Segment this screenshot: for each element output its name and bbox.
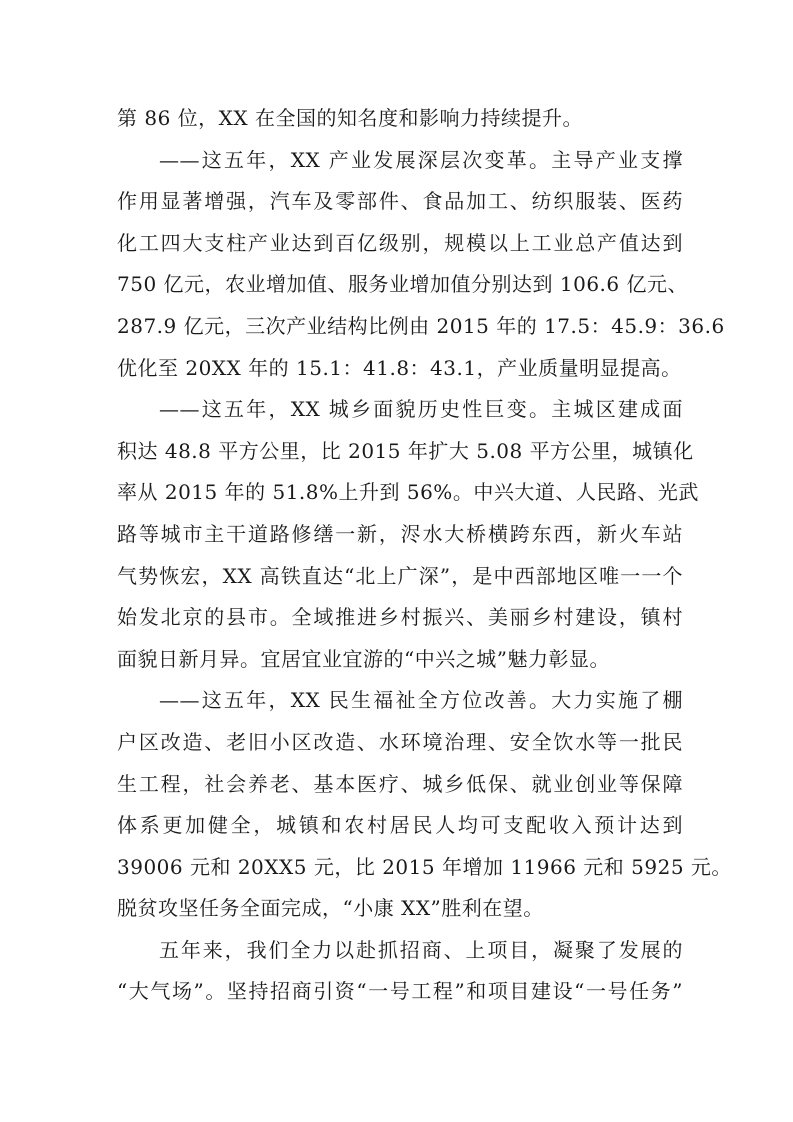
paragraph-investment — [117, 930, 683, 1013]
text-line: 生工程，社会养老、基本医疗、城乡低保、就业创业等保障 — [117, 771, 683, 796]
text-line: 始发北京的县市。全域推进乡村振兴、美丽乡村建设，镇村 — [117, 605, 683, 630]
text-line: 路等城市主干道路修缮一新，浕水大桥横跨东西，新火车站 — [117, 521, 683, 546]
text-line: 39006 元和 20XX5 元，比 2015 年增加 11966 元和 5925 元。 — [117, 854, 732, 879]
text-line: 五年来，我们全力以赴抓招商、上项目，凝聚了发展的 — [159, 937, 683, 962]
text-line: “大气场”。坚持招商引资“一号工程”和项目建设“一号任务” — [117, 979, 683, 1004]
text-line: 率从 2015 年的 51.8%上升到 56%。中兴大道、人民路、光武 — [117, 480, 699, 505]
text-line: ——这五年，XX 城乡面貌历史性巨变。主城区建成面 — [159, 397, 683, 422]
text-line: 化工四大支柱产业达到百亿级别，规模以上工业总产值达到 — [117, 230, 683, 255]
text-line: 体系更加健全，城镇和农村居民人均可支配收入预计达到 — [117, 813, 683, 838]
text-line: 750 亿元，农业增加值、服务业增加值分别达到 106.6 亿元、 — [117, 272, 689, 297]
text-line: 面貌日新月异。宜居宜业宜游的“中兴之城”魅力彰显。 — [117, 646, 610, 671]
text-line: 优化至 20XX 年的 15.1：41.8：43.1，产业质量明显提高。 — [117, 355, 682, 380]
text-line: 户区改造、老旧小区改造、水环境治理、安全饮水等一批民 — [117, 729, 683, 754]
paragraph-ranking-tail — [117, 98, 683, 140]
text-line: 脱贫攻坚任务全面完成，“小康 XX”胜利在望。 — [117, 896, 544, 921]
text-line: 积达 48.8 平方公里，比 2015 年扩大 5.08 平方公里，城镇化 — [117, 438, 694, 463]
text-line: 作用显著增强，汽车及零部件、食品加工、纺织服装、医药 — [117, 189, 683, 214]
text-line: 287.9 亿元，三次产业结构比例由 2015 年的 17.5：45.9：36.6 — [117, 313, 725, 338]
document-page — [117, 98, 732, 1013]
paragraph-industry — [117, 140, 725, 390]
text-line: 第 86 位，XX 在全国的知名度和影响力持续提升。 — [117, 106, 583, 130]
paragraph-livelihood — [117, 680, 732, 930]
paragraph-urban — [117, 389, 699, 680]
text-line: ——这五年，XX 产业发展深层次变革。主导产业支撑 — [159, 147, 683, 172]
text-line: 气势恢宏，XX 高铁直达“北上广深”，是中西部地区唯一一个 — [117, 563, 683, 588]
text-line: ——这五年，XX 民生福祉全方位改善。大力实施了棚 — [159, 688, 683, 713]
